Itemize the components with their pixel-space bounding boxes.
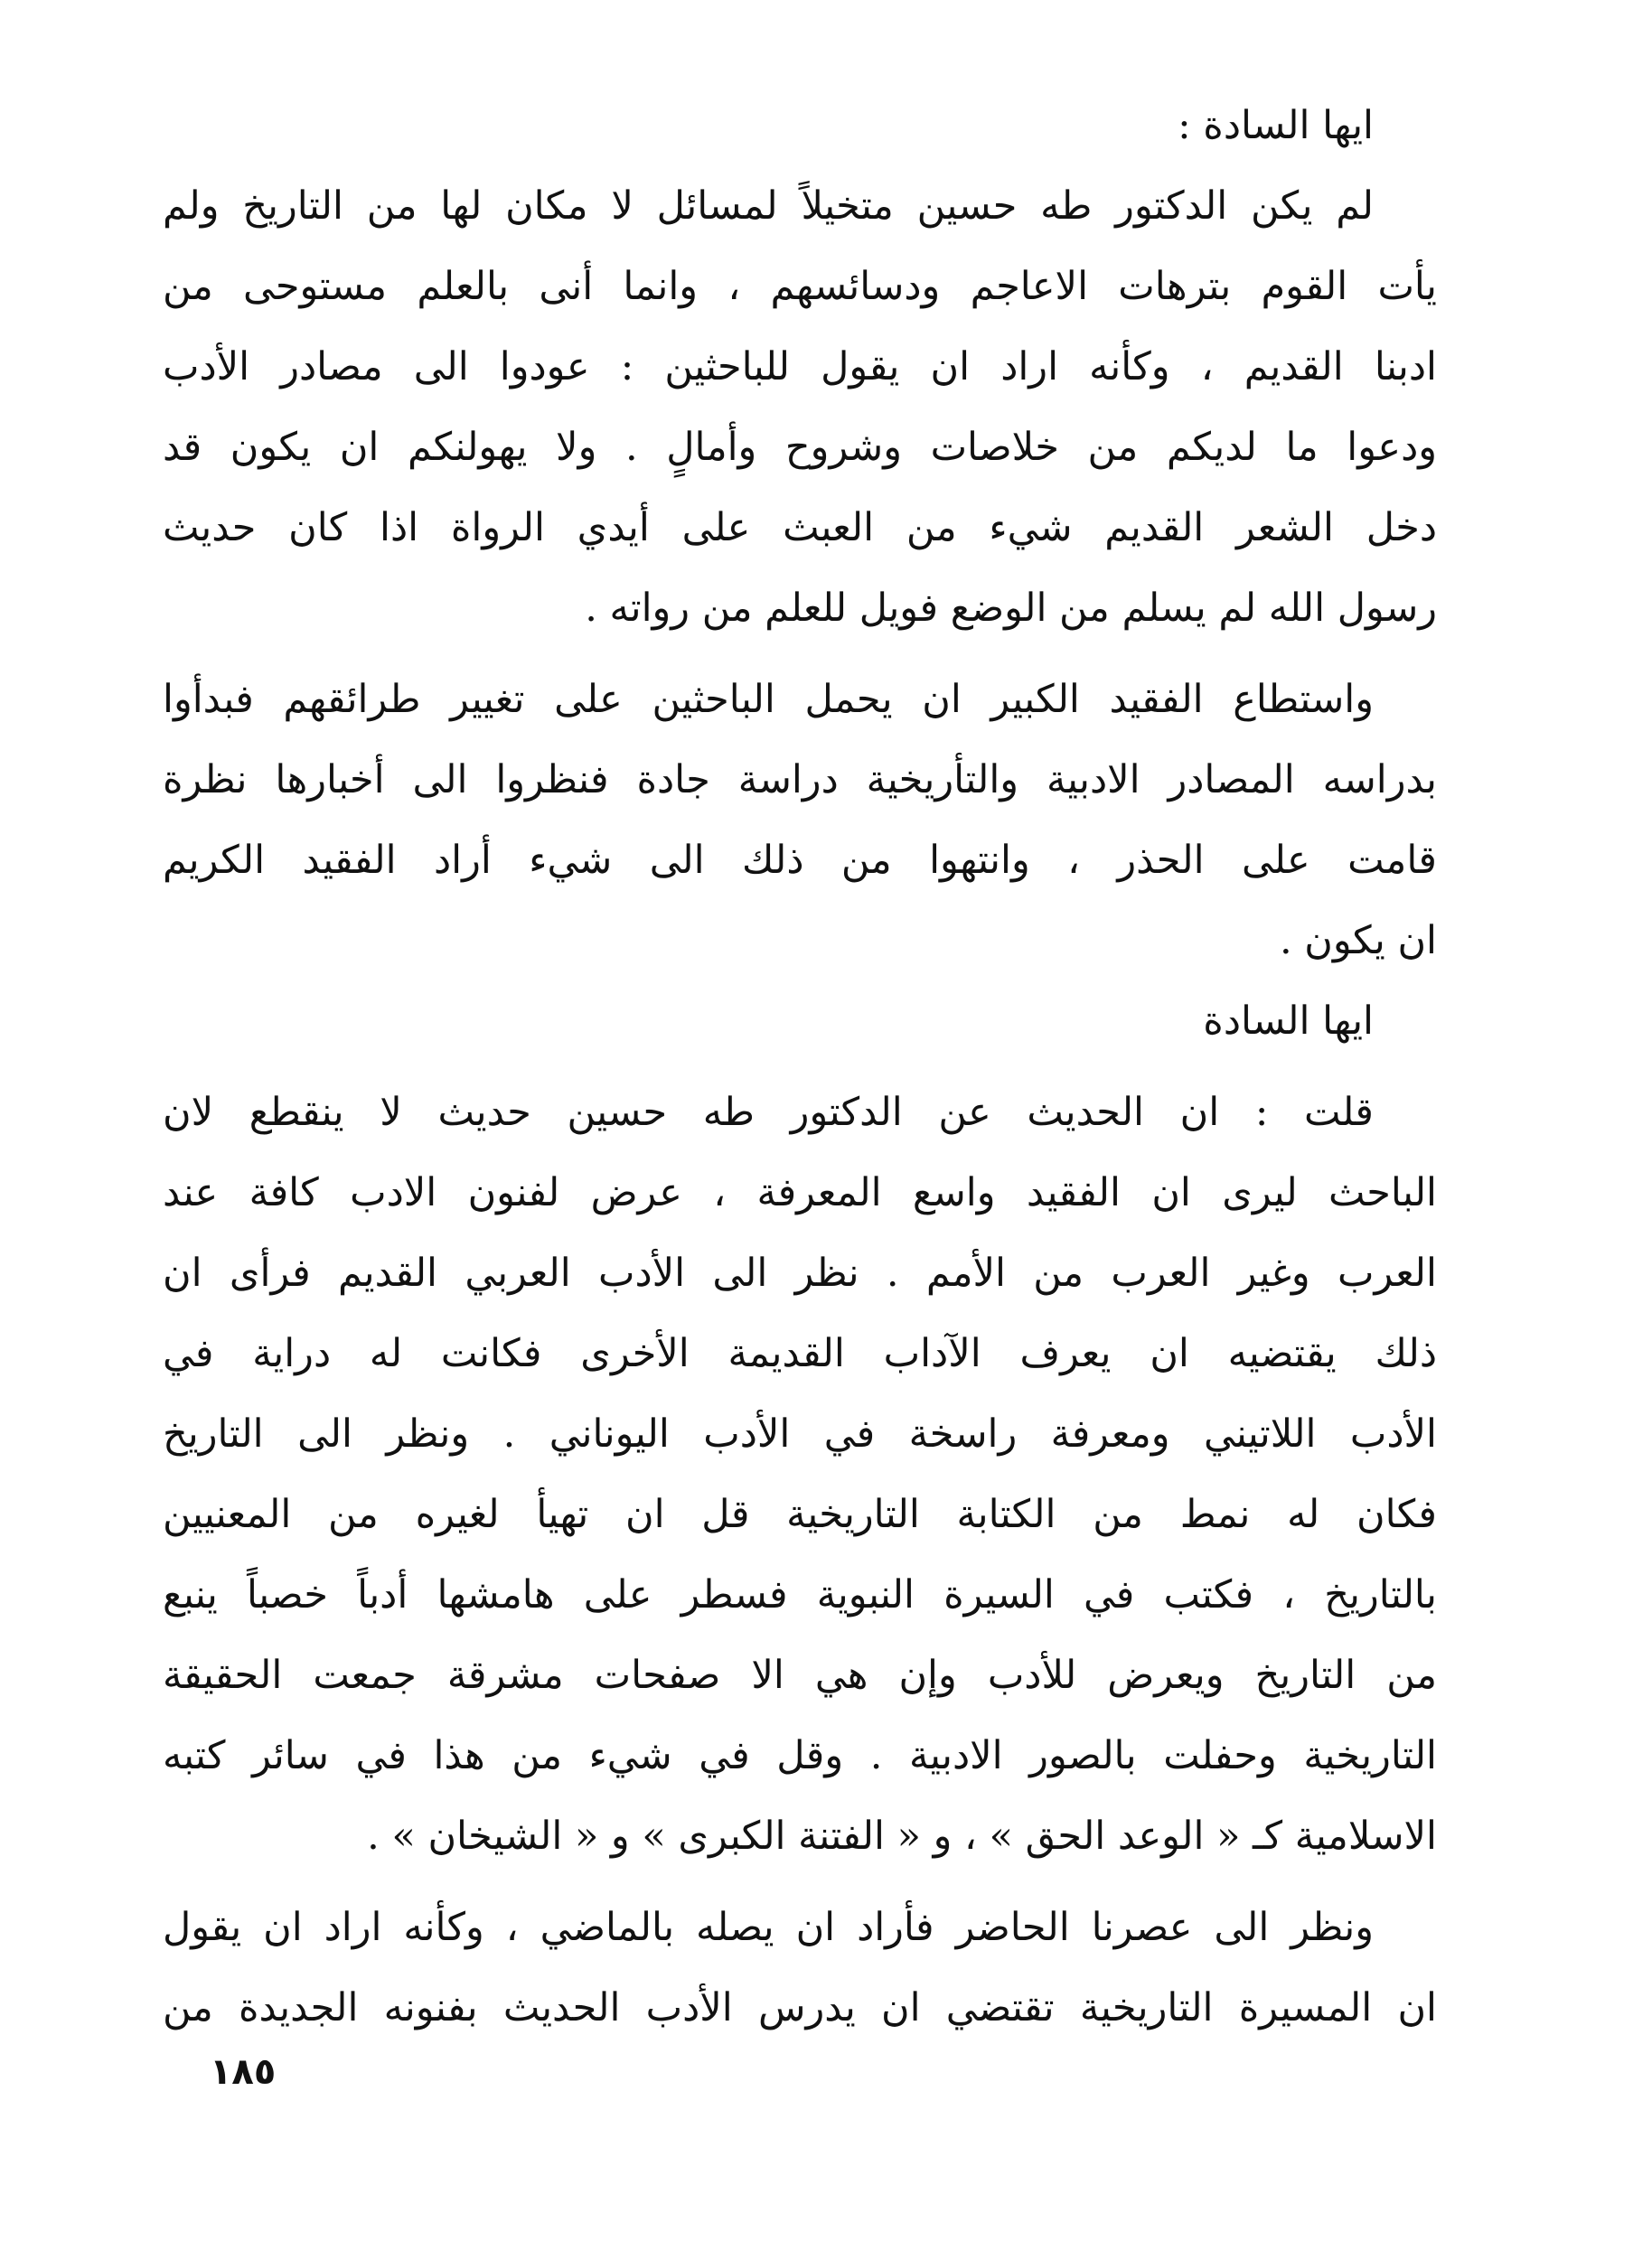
paragraph-line: قلت : ان الحديث عن الدكتور طه حسين حديث لا ينقطع لان	[163, 1090, 1374, 1135]
paragraph-3	[163, 1073, 1437, 1877]
paragraph-line: الاسلامية كـ « الوعد الحق » ، و « الفتنة الكبرى » و « الشيخان » .	[367, 1814, 1437, 1859]
paragraph-line: لم يكن الدكتور طه حسين متخيلاً لمسائل لا مكان لها من التاريخ ولم	[163, 183, 1374, 229]
paragraph-line: الأدب اللاتيني ومعرفة راسخة في الأدب اليوناني . ونظر الى التاريخ	[163, 1411, 1437, 1457]
paragraph-line: يأت القوم بترهات الاعاجم ودسائسهم ، وانما أنى بالعلم مستوحى من	[163, 264, 1437, 309]
paragraph-line: ان يكون .	[1279, 918, 1437, 963]
paragraph-line: بدراسه المصادر الادبية والتأريخية دراسة جادة فنظروا الى أخبارها نظرة	[163, 757, 1437, 802]
paragraph-line: فكان له نمط من الكتابة التاريخية قل ان تهيأ لغيره من المعنيين	[163, 1492, 1437, 1537]
heading-oh-gentlemen-2: ايها السادة	[1203, 999, 1374, 1044]
document-page	[163, 86, 1437, 2164]
page-number: ١٨٥	[210, 2051, 277, 2093]
paragraph-line: دخل الشعر القديم شيء من العبث على أيدي الرواة اذا كان حديث	[163, 505, 1437, 550]
heading-oh-gentlemen: ايها السادة :	[1178, 103, 1374, 148]
paragraph-line: ان المسيرة التاريخية تقتضي ان يدرس الأدب الحديث بفنونه الجديدة من	[163, 1985, 1437, 2030]
paragraph-line: واستطاع الفقيد الكبير ان يحمل الباحثين على تغيير طرائقهم فبدأوا	[163, 677, 1374, 722]
paragraph-line: رسول الله لم يسلم من الوضع فويل للعلم من رواته .	[585, 586, 1437, 631]
paragraph-2	[163, 660, 1437, 981]
paragraph-1	[163, 166, 1437, 649]
paragraph-line: ودعوا ما لديكم من خلاصات وشروح وأمالٍ . ولا يهولنكم ان يكون قد	[163, 425, 1437, 470]
paragraph-4	[163, 1888, 1437, 2049]
paragraph-line: ذلك يقتضيه ان يعرف الآداب القديمة الأخرى فكانت له دراية في	[163, 1331, 1437, 1376]
paragraph-line: التاريخية وحفلت بالصور الادبية . وقل في شيء من هذا في سائر كتبه	[163, 1733, 1437, 1778]
paragraph-line: من التاريخ ويعرض للأدب وإن هي الا صفحات مشرقة جمعت الحقيقة	[163, 1653, 1437, 1698]
paragraph-line: ادبنا القديم ، وكأنه اراد ان يقول للباحثين : عودوا الى مصادر الأدب	[163, 344, 1437, 389]
paragraph-line: الباحث ليرى ان الفقيد واسع المعرفة ، عرض لفنون الادب كافة عند	[163, 1170, 1437, 1215]
paragraph-line: العرب وغير العرب من الأمم . نظر الى الأدب العربي القديم فرأى ان	[163, 1251, 1437, 1296]
paragraph-line: ونظر الى عصرنا الحاضر فأراد ان يصله بالماضي ، وكأنه اراد ان يقول	[163, 1905, 1374, 1950]
paragraph-line: بالتاريخ ، فكتب في السيرة النبوية فسطر على هامشها أدباً خصباً ينبع	[163, 1572, 1437, 1617]
paragraph-line: قامت على الحذر ، وانتهوا من ذلك الى شيء أراد الفقيد الكريم	[163, 838, 1437, 883]
